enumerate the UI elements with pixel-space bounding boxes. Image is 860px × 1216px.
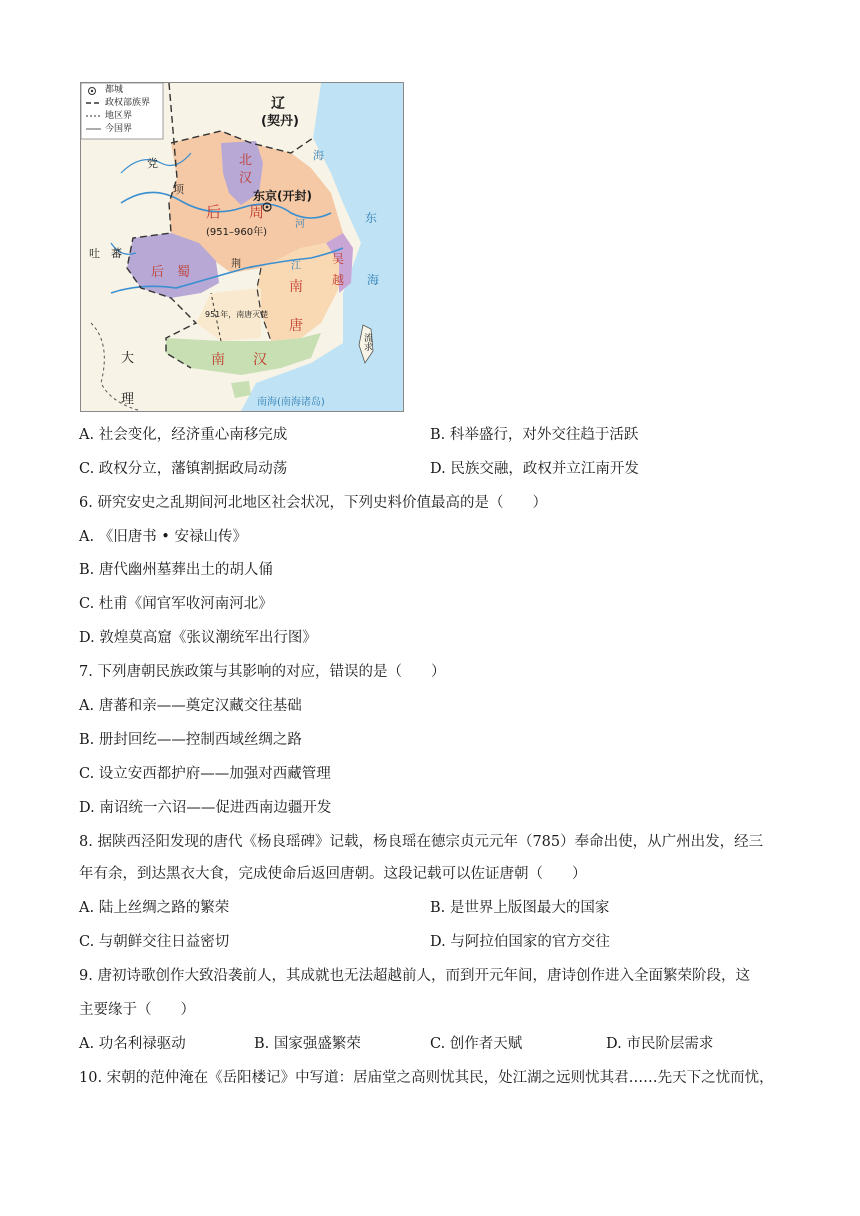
label-dang: 党 — [147, 157, 158, 170]
label-jing: 荆 — [231, 259, 241, 270]
label-nantang-note: 951年，南唐灭楚 — [205, 310, 269, 319]
label-khitan: (契丹) — [261, 114, 299, 129]
q8-option-c[interactable]: C. 与朝鲜交往日益密切 — [79, 934, 230, 950]
q8-option-b[interactable]: B. 是世界上版图最大的国家 — [430, 900, 610, 916]
legend-modern-border: 今国界 — [105, 124, 133, 134]
legend-regime-border: 政权部族界 — [105, 98, 151, 108]
label-xiang: 项 — [173, 183, 184, 196]
label-wuyue-2: 越 — [332, 273, 345, 287]
label-da: 大 — [121, 351, 135, 366]
q8-stem-line-2: 年有余，到达黑衣大食，完成使命后返回唐朝。这段记载可以佐证唐朝（ ） — [79, 866, 587, 882]
label-hai2: 海 — [367, 273, 380, 287]
label-houzhou-years: (951–960年) — [206, 227, 267, 238]
q9-option-a[interactable]: A. 功名利禄驱动 — [79, 1036, 186, 1052]
label-hai: 海 — [313, 149, 324, 162]
q5-option-a[interactable]: A. 社会变化，经济重心南移完成 — [79, 427, 288, 443]
q5-option-b[interactable]: B. 科举盛行，对外交往趋于活跃 — [430, 427, 639, 443]
q8-option-d[interactable]: D. 与阿拉伯国家的官方交往 — [430, 934, 610, 950]
q10-stem-line-1: 10. 宋朝的范仲淹在《岳阳楼记》中写道：居庙堂之高则忧其民，处江湖之远则忧其君……先天下之忧而忧， — [79, 1070, 774, 1086]
label-li: 理 — [121, 392, 135, 407]
q8-stem-line-1: 8. 据陕西泾阳发现的唐代《杨良瑶碑》记载，杨良瑶在德宗贞元元年（785）奉命出使，从广州出发，经三 — [79, 834, 764, 850]
q6-option-b[interactable]: B. 唐代幽州墓葬出土的胡人俑 — [79, 562, 273, 578]
q6-option-c[interactable]: C. 杜甫《闻官军收河南河北》 — [79, 596, 273, 612]
q9-option-b[interactable]: B. 国家强盛繁荣 — [254, 1036, 361, 1052]
label-wuyue-1: 吴 — [332, 252, 345, 266]
label-liuqiu: 流求 — [362, 333, 372, 351]
label-tubo: 吐 蕃 — [89, 247, 122, 260]
legend-region-border: 地区界 — [105, 111, 133, 121]
label-nanhan: 南 汉 — [211, 352, 267, 368]
label-nanhai: 南海(南海诸岛) — [257, 397, 325, 408]
label-he: 河 — [295, 219, 305, 230]
q8-option-a[interactable]: A. 陆上丝绸之路的繁荣 — [79, 900, 230, 916]
q7-option-d[interactable]: D. 南诏统一六诏——促进西南边疆开发 — [79, 800, 332, 816]
q6-option-d[interactable]: D. 敦煌莫高窟《张议潮统军出行图》 — [79, 630, 317, 646]
q6-option-a[interactable]: A. 《旧唐书 • 安禄山传》 — [79, 529, 247, 545]
map-legend — [105, 84, 150, 136]
legend-capital: 都城 — [105, 85, 124, 95]
label-houshu: 后 蜀 — [151, 265, 191, 280]
label-jiang: 江 — [291, 261, 301, 272]
q9-stem-line-2: 主要缘于（ ） — [79, 1002, 195, 1018]
historical-map — [80, 82, 404, 412]
label-beihan-1: 北 — [239, 153, 253, 168]
q7-option-a[interactable]: A. 唐蕃和亲——奠定汉藏交往基础 — [79, 698, 302, 714]
q7-option-c[interactable]: C. 设立安西都护府——加强对西藏管理 — [79, 766, 331, 782]
label-nantang-1: 南 — [289, 279, 303, 295]
q9-option-c[interactable]: C. 创作者天赋 — [430, 1036, 523, 1052]
q5-option-c[interactable]: C. 政权分立，藩镇割据政局动荡 — [79, 461, 288, 477]
q9-option-d[interactable]: D. 市民阶层需求 — [606, 1036, 714, 1052]
label-houzhou-1: 后 — [206, 203, 222, 221]
label-liao: 辽 — [271, 96, 285, 112]
q6-stem: 6. 研究安史之乱期间河北地区社会状况，下列史料价值最高的是（ ） — [79, 495, 547, 511]
q7-option-b[interactable]: B. 册封回纥——控制西域丝绸之路 — [79, 732, 302, 748]
q7-stem: 7. 下列唐朝民族政策与其影响的对应，错误的是（ ） — [79, 664, 446, 680]
label-nantang-2: 唐 — [289, 318, 303, 334]
label-beihan-2: 汉 — [239, 171, 253, 186]
label-dong: 东 — [365, 211, 378, 225]
label-houzhou-2: 周 — [249, 203, 265, 221]
label-capital: 东京(开封) — [253, 189, 312, 203]
q5-option-d[interactable]: D. 民族交融，政权并立江南开发 — [430, 461, 639, 477]
q9-stem-line-1: 9. 唐初诗歌创作大致沿袭前人，其成就也无法超越前人，而到开元年间，唐诗创作进入全面繁荣阶段，这 — [79, 968, 750, 984]
